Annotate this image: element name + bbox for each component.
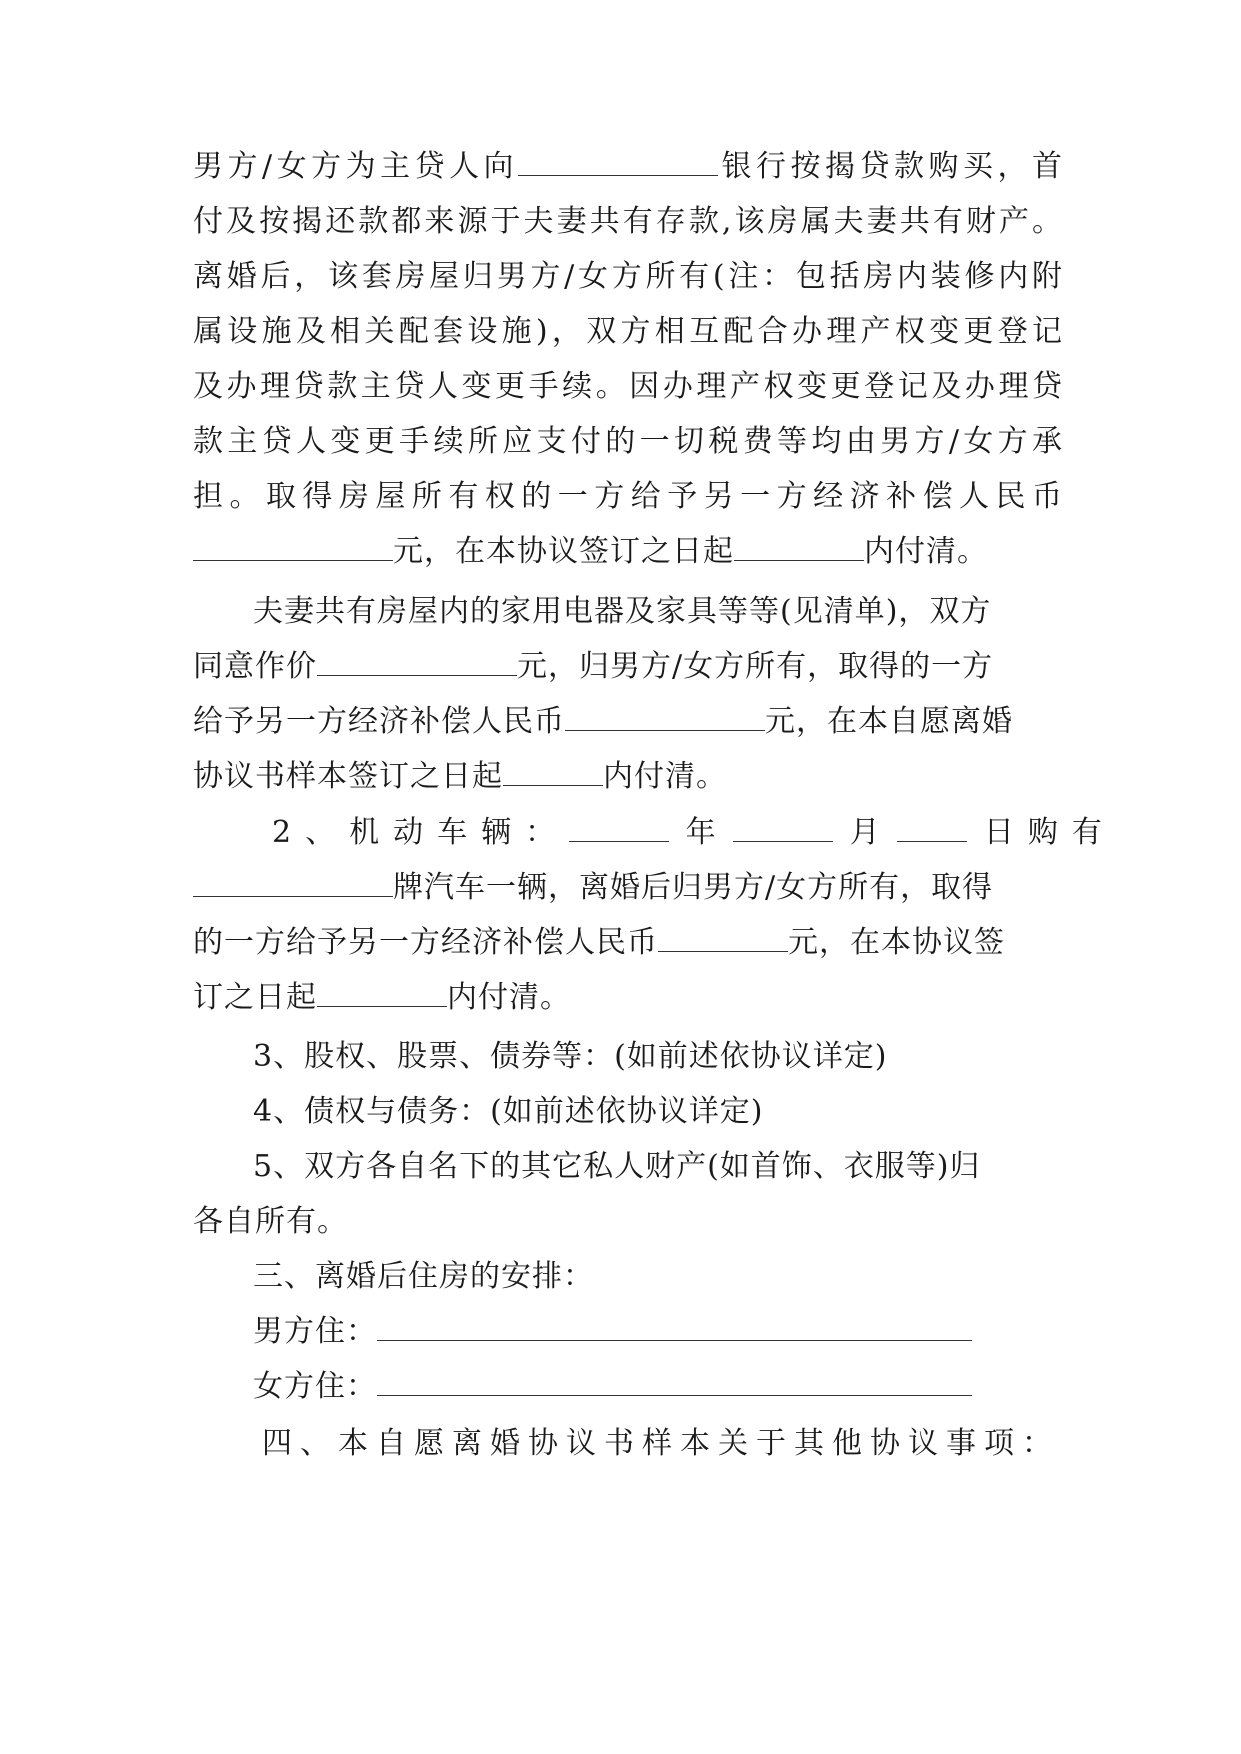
text-line [193,137,1063,197]
fill-blank [317,968,447,1007]
list-item [253,1027,1063,1087]
text-line [253,1302,1063,1362]
fill-blank [734,522,864,561]
line-text: 内付清。 [447,980,571,1015]
fill-blank [193,522,393,561]
line-text: 内付清。 [864,534,988,569]
line-text: 内付清。 [603,759,727,794]
fill-blank [377,1302,972,1341]
section-heading [262,1414,1063,1474]
text-line [193,637,1063,697]
line-text: 牌汽车一辆，离婚后归男方/女方所有，取得 [393,870,994,905]
line-text: 夫妻共有房屋内的家用电器及家具等等(见清单)，双方 [253,594,992,629]
text-line [193,357,1063,417]
line-text: 银行按揭贷款购买，首 [718,149,1063,184]
text-line [272,803,1116,863]
text-line [193,247,1063,307]
line-text: 4、债权与债务：(如前述依协议详定) [253,1094,764,1129]
text-line [193,467,1063,527]
text-line [193,747,1063,807]
text-line [193,913,1063,973]
line-text: 离婚后，该套房屋归男方/女方所有(注：包括房内装修内附 [193,259,1063,294]
line-text: 元，归男方/女方所有，取得的一方 [517,649,994,684]
line-text: 各自所有。 [193,1204,348,1239]
text-line [193,692,1063,752]
text-line [193,412,1063,472]
line-text: 的一方给予另一方经济补偿人民币 [193,925,658,960]
fill-blank [317,637,517,676]
text-line [253,1357,1063,1417]
fill-blank [377,1357,972,1396]
line-text: 日购有 [983,815,1116,850]
line-text: 协议书样本签订之日起 [193,759,503,794]
line-text: 月 [849,815,881,850]
fill-blank [569,803,669,842]
line-text: 元，在本自愿离婚 [765,704,1013,739]
fill-blank [503,747,603,786]
text-line [193,522,1063,582]
text-line [193,192,1063,252]
line-text: 5、双方各自名下的其它私人财产(如首饰、衣服等)归 [253,1149,981,1184]
line-text: 2、机动车辆： [272,815,570,850]
fill-blank [193,858,393,897]
text-line [193,968,1063,1028]
list-item [253,1137,1063,1197]
line-text: 年 [685,815,717,850]
line-text: 女方住： [253,1369,377,1404]
text-line [193,858,1063,918]
fill-blank [897,803,967,842]
list-item [253,1082,1063,1142]
text-line [193,1192,1063,1252]
line-text: 男方住： [253,1314,377,1349]
fill-blank [733,803,833,842]
line-text: 元，在本协议签 [788,925,1005,960]
line-text: 及办理贷款主贷人变更手续。因办理产权变更登记及办理贷 [193,369,1063,404]
text-line [193,302,1063,362]
line-text: 担。取得房屋所有权的一方给予另一方经济补偿人民币 [193,479,1063,514]
line-text: 款主贷人变更手续所应支付的一切税费等均由男方/女方承 [193,424,1063,459]
fill-blank [518,137,718,176]
line-text: 男方/女方为主贷人向 [193,149,519,184]
line-text: 给予另一方经济补偿人民币 [193,704,565,739]
line-text: 付及按揭还款都来源于夫妻共有存款,该房属夫妻共有财产。 [193,204,1063,239]
paragraph-first-line [253,582,1063,642]
line-text: 元，在本协议签订之日起 [393,534,734,569]
line-text: 3、股权、股票、债券等：(如前述依协议详定) [253,1039,888,1074]
line-text: 订之日起 [193,980,317,1015]
line-text: 四、本自愿离婚协议书样本关于其他协议事项： [262,1426,1060,1461]
line-text: 属设施及相关配套设施)，双方相互配合办理产权变更登记 [193,314,1063,349]
fill-blank [565,692,765,731]
section-heading [253,1247,1063,1307]
fill-blank [658,913,788,952]
line-text: 三、离婚后住房的安排： [253,1259,594,1294]
line-text: 同意作价 [193,649,317,684]
